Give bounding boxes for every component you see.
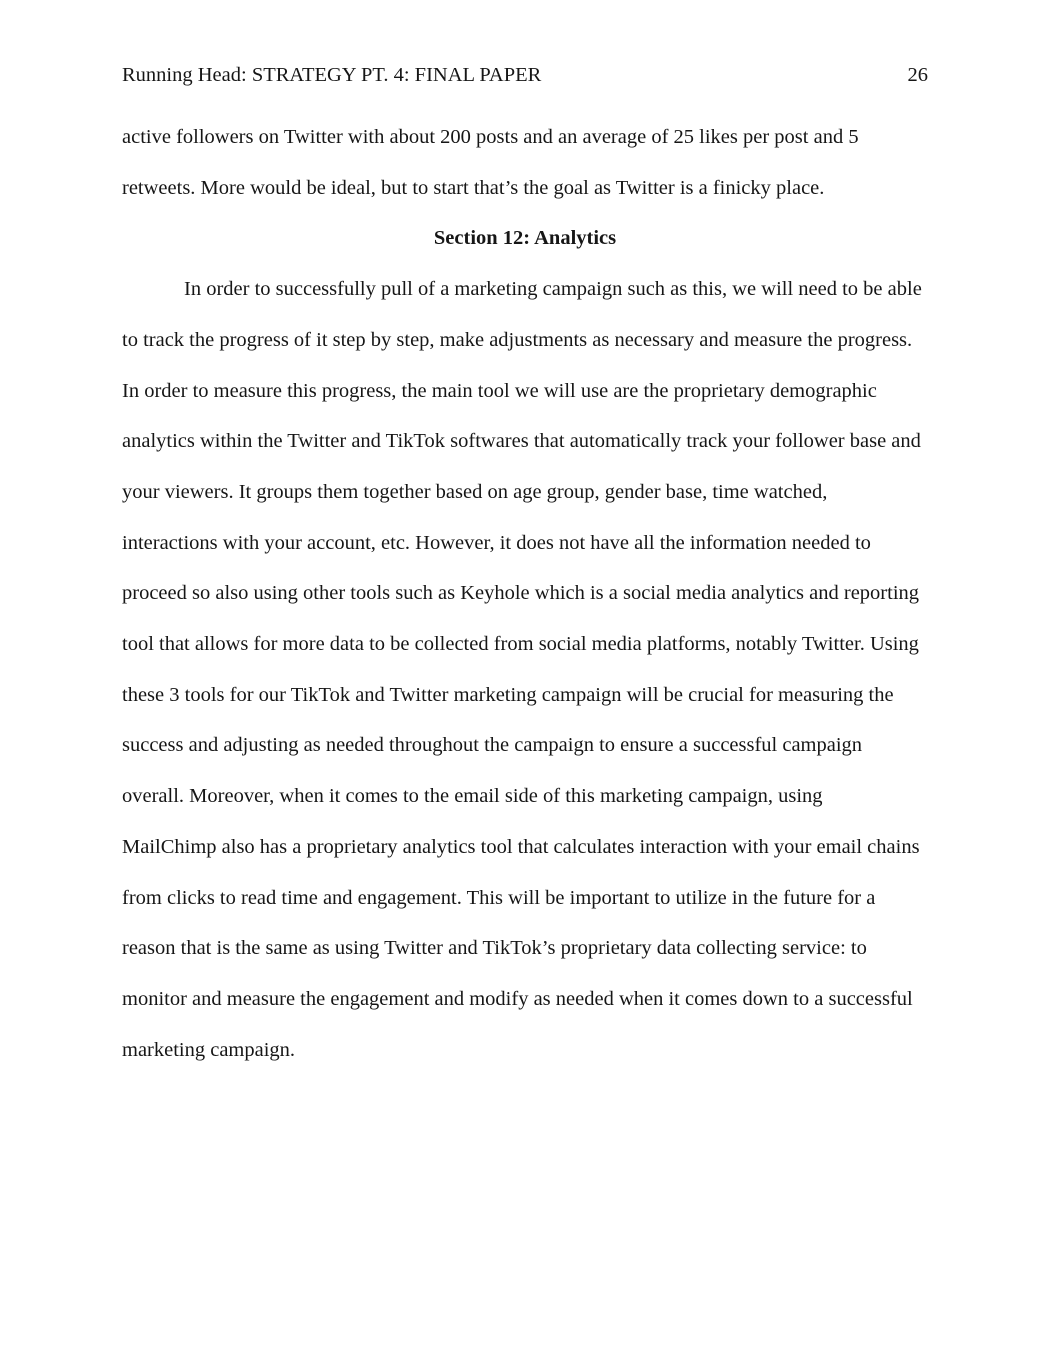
body-text-line: marketing campaign. [122, 1038, 296, 1061]
body-text-line: tool that allows for more data to be collected from social media platforms, notably Twitter. Using [122, 633, 919, 656]
body-text-line: from clicks to read time and engagement. This will be important to utilize in the future for a [122, 886, 876, 909]
running-head: Running Head: STRATEGY PT. 4: FINAL PAPER [122, 64, 542, 86]
body-text-line: analytics within the Twitter and TikTok softwares that automatically track your follower base and [122, 430, 921, 453]
body-text-line: these 3 tools for our TikTok and Twitter marketing campaign will be crucial for measuring the [122, 683, 894, 706]
section-heading: Section 12: Analytics [433, 227, 617, 250]
body-text-line: MailChimp also has a proprietary analytics tool that calculates interaction with your email chains [122, 835, 920, 858]
body-text-line: success and adjusting as needed throughout the campaign to ensure a successful campaign [122, 734, 863, 757]
body-text-line: reason that is the same as using Twitter and TikTok’s proprietary data collecting service: to [122, 937, 867, 960]
page-content [122, 62, 928, 1075]
body-text-line: monitor and measure the engagement and modify as needed when it comes down to a successful [122, 987, 913, 1010]
body-text-line: proceed so also using other tools such as Keyhole which is a social media analytics and reporting [122, 582, 920, 605]
body-text-line: In order to successfully pull of a marketing campaign such as this, we will need to be able [184, 278, 922, 301]
body-text-line: to track the progress of it step by step, make adjustments as necessary and measure the progress. [122, 328, 913, 351]
document-body [122, 112, 928, 1075]
body-text-line: interactions with your account, etc. However, it does not have all the information needed to [122, 531, 871, 554]
body-text-line: your viewers. It groups them together based on age group, gender base, time watched, [122, 480, 828, 503]
body-text-line: In order to measure this progress, the main tool we will use are the proprietary demographic [122, 379, 877, 402]
page-number: 26 [907, 64, 928, 86]
body-text-line: active followers on Twitter with about 200 posts and an average of 25 likes per post and 5 [122, 126, 859, 148]
page-header [122, 62, 928, 88]
body-text-line: overall. Moreover, when it comes to the email side of this marketing campaign, using [122, 785, 823, 808]
body-text-line: retweets. More would be ideal, but to start that’s the goal as Twitter is a finicky place. [122, 176, 825, 199]
